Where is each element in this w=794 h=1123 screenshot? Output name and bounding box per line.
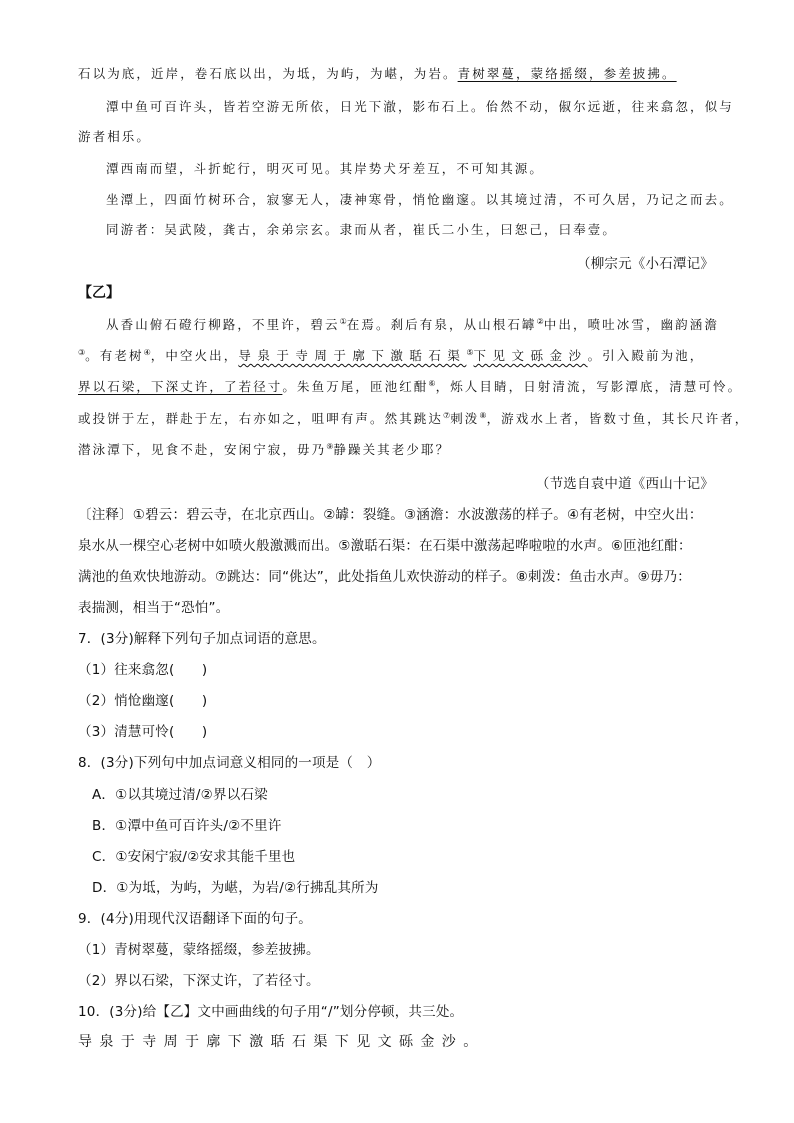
yi-line-5 <box>78 440 450 458</box>
question-8-option-b: B．①潭中鱼可百许头/②不里许 <box>92 818 282 834</box>
yi-underlined-sentence: 界以石梁，下深丈许，了若径寸 <box>78 379 283 394</box>
notes-line-2: 泉水从一棵空心老树中如喷火般激溅而出。⑤激聒石渠：在石渠中激荡起哗啦啦的水声。⑥匝池红酣： <box>78 538 692 554</box>
question-9-item-2: （2）界以石梁，下深丈许，了若径寸。 <box>78 973 320 989</box>
yi-text: 静躁关其老少耶？ <box>333 442 451 457</box>
yi-text: ，游戏水上者，皆数寸鱼，其长尺许者， <box>486 411 750 426</box>
yi-text: 。有老树 <box>85 348 144 363</box>
yi-source: （节选自袁中道《西山十记》 <box>535 476 714 492</box>
yi-text: 潜泳潭下，见食不赴，安闲宁寂，毋乃 <box>78 442 327 457</box>
yi-line-4 <box>78 409 749 427</box>
question-8-option-c: C．①安闲宁寂/②安求其能千里也 <box>92 849 296 865</box>
note-marker-1: ① <box>339 317 347 326</box>
yi-tag: 【乙】 <box>78 285 120 301</box>
yi-text: 刺泼 <box>450 411 480 426</box>
jia-para-4: 坐潭上，四面竹树环合，寂寥无人，凄神寒骨，悄怆幽邃。以其境过清，不可久居，乃记之而去。 <box>106 192 734 207</box>
yi-text: 在焉。刹后有泉，从山根石罅 <box>346 317 537 332</box>
note-marker-9: ⑨ <box>326 442 334 451</box>
yi-line-1 <box>106 315 719 333</box>
jia-line-1-text: 石以为底，近岸，卷石底以出，为坻，为屿，为嵁，为岩。 <box>78 66 458 81</box>
jia-para-5: 同游者：吴武陵，龚古，余弟宗玄。隶而从者，崔氏二小生，曰恕己，曰奉壹。 <box>106 222 618 237</box>
yi-line-2 <box>78 346 704 364</box>
note-marker-8: ⑧ <box>479 411 487 420</box>
yi-text: ，中空火出， <box>150 348 239 363</box>
question-10: 10．(3分)给【乙】文中画曲线的句子用“/”划分停顿，共三处。 <box>78 1004 464 1020</box>
yi-text: 。朱鱼万尾，匝池红酣 <box>282 379 429 394</box>
question-10-sentence: 导泉于寺周于廓下激聒石渠下见文砾金沙。 <box>78 1034 485 1050</box>
question-8-option-d: D．①为坻，为屿，为嵁，为岩/②行拂乱其所为 <box>92 880 379 896</box>
question-7-item-2: （2）悄怆幽邃( ) <box>78 693 208 709</box>
question-8-option-a: A．①以其境过清/②界以石梁 <box>92 787 268 803</box>
question-7-item-1: （1）往来翕忽( ) <box>78 662 208 678</box>
yi-wavy-sentence: 导泉于寺周于廓下激聒石渠 <box>238 348 467 363</box>
note-marker-4: ④ <box>143 348 151 357</box>
jia-line-1 <box>78 64 677 82</box>
question-9-item-1: （1）青树翠蔓，蒙络摇缀，参差披拂。 <box>78 942 320 958</box>
yi-text: 或投饼于左，群赴于左，右亦如之，咀呷有声。然其跳达 <box>78 411 444 426</box>
note-marker-5: ⑤ <box>466 348 474 357</box>
jia-para-2-line-1: 潭中鱼可百许头，皆若空游无所依，日光下澈，影布石上。佁然不动，俶尔远逝，往来翕忽，似与 <box>106 99 734 114</box>
jia-underlined-sentence: 青树翠蔓，蒙络摇缀，参差披拂。 <box>457 66 677 81</box>
note-marker-3: ③ <box>78 348 86 357</box>
notes-line-3: 满池的鱼欢快地游动。⑦跳达：同“佻达”，此处指鱼儿欢快游动的样子。⑧刺泼：鱼击水声。⑨毋乃： <box>78 569 691 585</box>
yi-text: ，烁人目睛，日射清流，写影潭底，清慧可怜。 <box>435 379 743 394</box>
jia-source: （柳宗元《小石潭记》 <box>577 256 714 272</box>
question-7-item-3: （3）清慧可怜( ) <box>78 724 208 740</box>
question-9: 9．(4分)用现代汉语翻译下面的句子。 <box>78 911 313 927</box>
yi-wavy-sentence-end: 下见文砾金沙 <box>473 348 588 363</box>
jia-para-2-line-2: 游者相乐。 <box>78 129 152 144</box>
note-marker-7: ⑦ <box>443 411 451 420</box>
yi-text: 从香山俯石磴行柳路，不里许，碧云 <box>106 317 340 332</box>
note-marker-2: ② <box>536 317 544 326</box>
note-marker-6: ⑥ <box>428 379 436 388</box>
question-7: 7．(3分)解释下列句子加点词语的意思。 <box>78 631 326 647</box>
jia-para-3: 潭西南而望，斗折蛇行，明灭可见。其岸势犬牙差互，不可知其源。 <box>106 161 545 176</box>
yi-text: 。引入殿前为池， <box>587 348 705 363</box>
yi-text: 中出，喷吐冰雪，幽韵涵澹 <box>543 317 719 332</box>
yi-line-3 <box>78 377 742 395</box>
notes-line-1: 〔注释〕①碧云：碧云寺，在北京西山。②罅：裂缝。③涵澹：水波激荡的样子。④有老树，中空火出： <box>78 507 703 523</box>
question-8: 8．(3分)下列句中加点词意义相同的一项是（ ） <box>78 755 381 771</box>
notes-line-4: 表揣测，相当于“恐怕”。 <box>78 600 230 616</box>
